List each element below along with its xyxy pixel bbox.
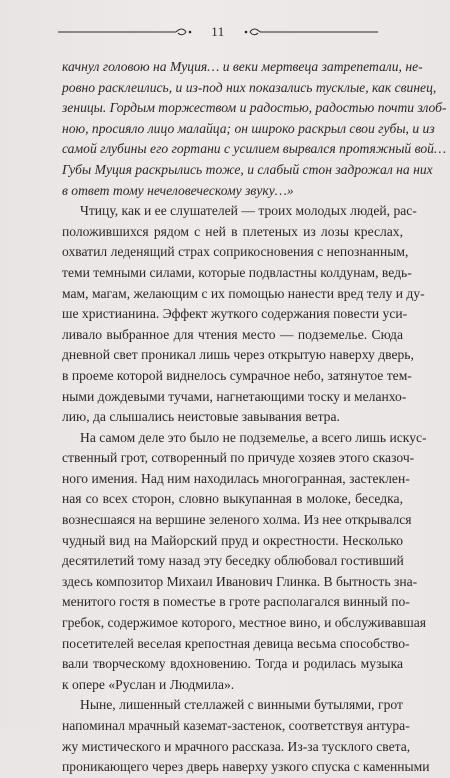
text-line: гребок, содержимое которого, местное вино, и обслуживавшая xyxy=(62,615,426,631)
text-line: здесь композитор Михаил Иванович Глинка. В бытность зна- xyxy=(62,573,418,589)
text-line: жу мистического и мрачного рассказа. Из-за тусклого света, xyxy=(62,738,411,754)
text-line: дневной свет проникал лишь через открытую наверху дверь, xyxy=(62,347,414,363)
page-number: 11 xyxy=(211,24,225,39)
text-line: ною, просияло лицо малайца; он широко раскрыл свои губы, и из xyxy=(62,120,435,136)
text-line: менитого гостя в поместье в гроте располагался винный по- xyxy=(62,594,410,610)
text-line: вали творческому вдохновению. Тогда и родилась музыка xyxy=(62,656,403,672)
text-line: ного имения. Над ним находилась многогранная, застеклен- xyxy=(62,470,410,486)
text-line: ная со всех сторон, словно выкупанная в молоке, беседка, xyxy=(62,491,403,507)
text-line: вознесшаяся на вершине зеленого холма. Из нее открывался xyxy=(62,512,412,528)
text-line: в ответ тому нечеловеческому звуку…» xyxy=(62,182,294,198)
text-line: положившихся рядом с ней в плетеных из лозы креслах, xyxy=(62,223,403,239)
page-header xyxy=(58,22,378,42)
text-line: в проеме которой виднелось сумрачное небо, затянутое тем- xyxy=(62,367,412,383)
text-line: проникающего через дверь наверху узкого спуска с каменными xyxy=(62,759,430,775)
text-line: самой глубины его гортани с усилием вырвался протяжный вой… xyxy=(62,141,447,157)
text-line: ровно расклеились, и из-под них показались тусклые, как свинец, xyxy=(62,79,437,95)
text-line: качнул головою на Муция… и веки мертвеца затрепетали, не- xyxy=(62,59,423,74)
text-line: к опере «Руслан и Людмила». xyxy=(62,676,235,692)
text-line: ливало выбранное для чтения место — подземелье. Сюда xyxy=(62,326,403,342)
text-line: десятилетий тому назад эту беседку облюбовал гостивший xyxy=(62,553,404,569)
text-line: ственный грот, сотворенный по причуде хозяев этого сказоч- xyxy=(62,450,415,466)
text-line: теми темными силами, которые подвластны колдунам, ведь- xyxy=(62,264,412,280)
text-line: Ныне, лишенный стеллажей с винными бутылями, грот xyxy=(80,697,403,713)
text-line: зеницы. Гордым торжеством и радостью, радостью почти злоб- xyxy=(62,100,447,116)
text-line: лию, да слышались неистовые завывания ветра. xyxy=(62,409,340,425)
text-line: Губы Муция раскрылись тоже, и слабый стон задрожал на них xyxy=(62,161,433,177)
text-line: чудный вид на Майорский пруд и окрестности. Несколько xyxy=(62,532,403,548)
body-text xyxy=(62,57,447,778)
text-line: ше христианина. Эффект жуткого содержания повести уси- xyxy=(62,306,408,322)
text-line: ными дождевыми тучами, нагнетающими тоску и меланхо- xyxy=(62,388,407,404)
text-line: Чтицу, как и ее слушателей — троих молодых людей, рас- xyxy=(80,203,417,219)
text-line: охватил леденящий страх соприкосновения с непознанным, xyxy=(62,244,409,260)
text-line: мам, магам, желающим с их помощью нанести вред телу и ду- xyxy=(62,285,425,301)
text-line: посетителей веселая крепостная девица весьма способство- xyxy=(62,635,410,651)
text-line: На самом деле это было не подземелье, а всего лишь искус- xyxy=(80,429,427,445)
text-line: напоминал мрачный каземат-застенок, соответствуя антура- xyxy=(62,718,410,733)
